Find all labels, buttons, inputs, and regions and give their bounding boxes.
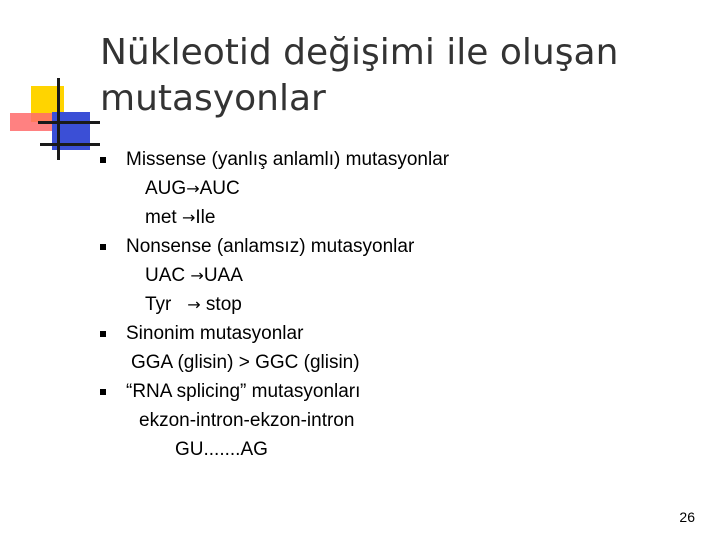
aminoacid-from: met: [145, 207, 182, 228]
bullet-icon: [100, 157, 106, 163]
sub-item-codon-change: [145, 265, 243, 287]
arrow-icon: →: [190, 266, 204, 285]
arrow-icon: →: [186, 179, 200, 198]
page-number: 26: [679, 509, 695, 525]
aminoacid-to: Ile: [195, 207, 216, 228]
sub-item-synonymous-example: GGA (glisin) > GGC (glisin): [131, 352, 360, 373]
sub-item-codon-change: [145, 178, 240, 200]
sub-item-exon-intron: ekzon-intron-ekzon-intron: [139, 410, 355, 431]
bullet-icon: [100, 244, 106, 250]
sub-item-aminoacid-change: [145, 207, 215, 229]
aminoacid-to: stop: [200, 294, 242, 315]
codon-from: AUG: [145, 178, 187, 199]
bullet-icon: [100, 331, 106, 337]
codon-from: UAC: [145, 265, 191, 286]
slide-title-line-2: mutasyonlar: [100, 78, 326, 119]
aminoacid-from: Tyr: [145, 294, 188, 315]
slide-title-line-1: Nükleotid değişimi ile oluşan: [100, 32, 619, 73]
list-item-heading-splicing: “RNA splicing” mutasyonları: [126, 381, 361, 402]
codon-to: UAA: [203, 265, 243, 286]
sub-item-aminoacid-change: [145, 294, 242, 316]
arrow-icon: →: [187, 295, 201, 314]
list-item-heading-nonsense: Nonsense (anlamsız) mutasyonlar: [126, 236, 415, 257]
list-item-heading-missense: Missense (yanlış anlamlı) mutasyonlar: [126, 149, 450, 170]
list-item-heading-synonymous: Sinonim mutasyonlar: [126, 323, 304, 344]
codon-to: AUC: [199, 178, 240, 199]
bullet-icon: [100, 389, 106, 395]
arrow-icon: →: [181, 208, 196, 227]
sub-item-splice-sites: GU.......AG: [175, 439, 268, 460]
